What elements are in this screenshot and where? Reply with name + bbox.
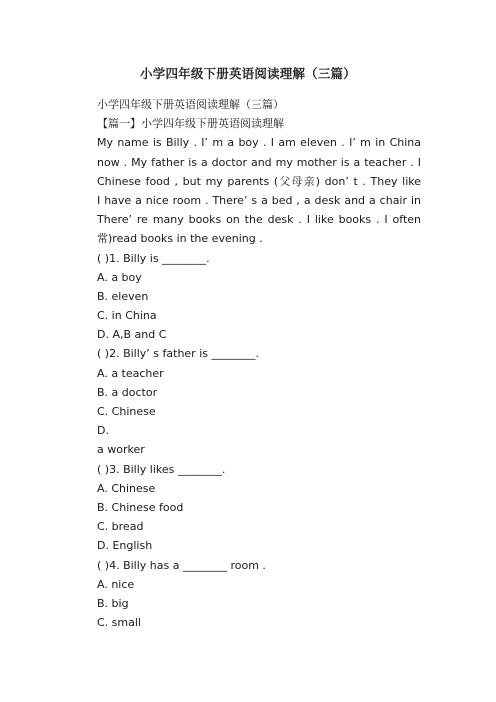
answer-option: A. Chinese — [97, 481, 156, 495]
answer-option: B. big — [97, 596, 129, 610]
subtitle: 小学四年级下册英语阅读理解（三篇） — [97, 98, 284, 111]
passage-line: There’ re many books on the desk . I like books . I often — [97, 213, 421, 227]
passage-line: now . My father is a doctor and my mother is a teacher . I — [97, 155, 421, 169]
question-stem: ( )1. Billy is ________. — [97, 251, 210, 265]
question-2 — [75, 344, 421, 459]
answer-option: a worker — [97, 443, 145, 457]
passage-line: My name is Billy . I’ m a boy . I am eleven . I’ m in China — [97, 136, 421, 150]
passage-line: I have a nice room . There’ s a bed , a desk and a chair in — [97, 193, 421, 207]
passage-line: 常)read books in the evening . — [97, 232, 263, 246]
reading-passage — [75, 133, 421, 248]
passage-line: Chinese food , but my parents (父母亲) don’ t . They like — [97, 174, 421, 188]
answer-option: C. Chinese — [97, 405, 156, 418]
answer-option: A. a boy — [97, 270, 142, 284]
question-stem: ( )4. Billy has a ________ room . — [97, 558, 266, 572]
answer-option: D. A,B and C — [97, 328, 167, 342]
answer-option: B. Chinese food — [97, 500, 184, 514]
answer-option: A. nice — [97, 577, 135, 591]
question-1 — [75, 249, 421, 345]
question-stem: ( )2. Billy’ s father is ________. — [97, 347, 259, 361]
section-heading: 【篇一】小学四年级下册英语阅读理解 — [97, 117, 284, 131]
answer-option: C. small — [97, 616, 141, 630]
question-3 — [75, 460, 421, 556]
answer-option: B. eleven — [97, 289, 149, 303]
document-title: 小学四年级下册英语阅读理解（三篇） — [140, 66, 356, 81]
answer-option: C. in China — [97, 309, 157, 323]
answer-option: B. a doctor — [97, 385, 158, 399]
answer-option: D. — [97, 424, 109, 438]
document-body — [75, 95, 421, 632]
question-4 — [75, 556, 421, 633]
answer-option: D. English — [97, 539, 153, 553]
answer-option: C. bread — [97, 520, 144, 534]
answer-option: A. a teacher — [97, 366, 164, 380]
question-stem: ( )3. Billy likes ________. — [97, 462, 226, 476]
